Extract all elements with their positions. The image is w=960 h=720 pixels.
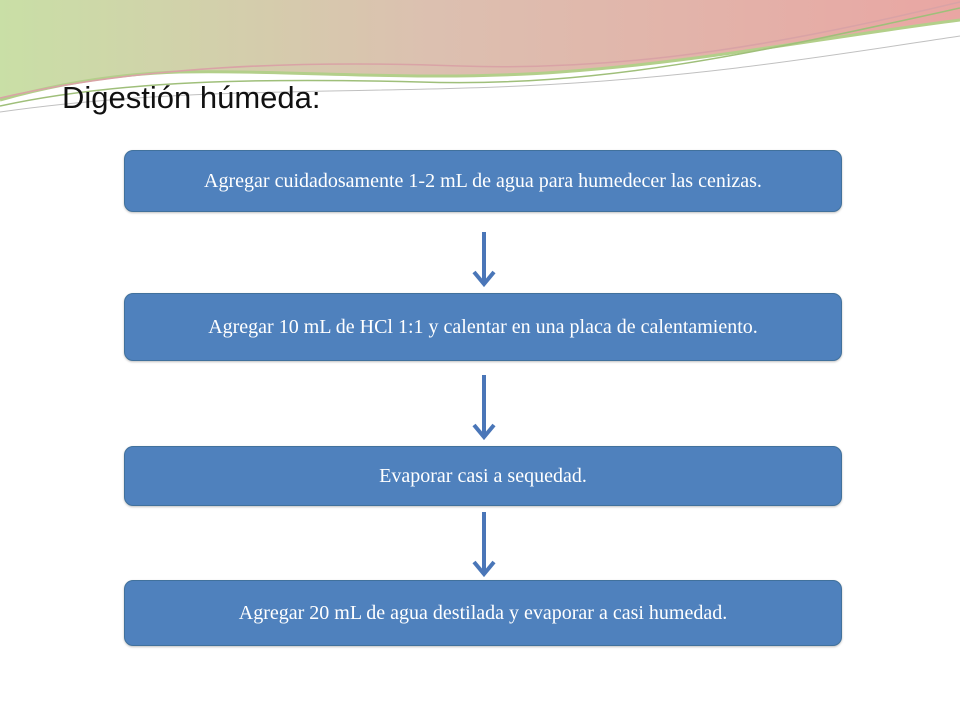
flow-step-1: Agregar cuidadosamente 1-2 mL de agua para humedecer las cenizas. — [124, 150, 842, 212]
flow-step-3: Evaporar casi a sequedad. — [124, 446, 842, 506]
down-arrow-icon — [471, 375, 497, 441]
flow-step-4: Agregar 20 mL de agua destilada y evaporar a casi humedad. — [124, 580, 842, 646]
flow-step-2: Agregar 10 mL de HCl 1:1 y calentar en una placa de calentamiento. — [124, 293, 842, 361]
down-arrow-icon — [471, 232, 497, 288]
down-arrow-icon — [471, 512, 497, 578]
slide-title: Digestión húmeda: — [62, 80, 321, 115]
